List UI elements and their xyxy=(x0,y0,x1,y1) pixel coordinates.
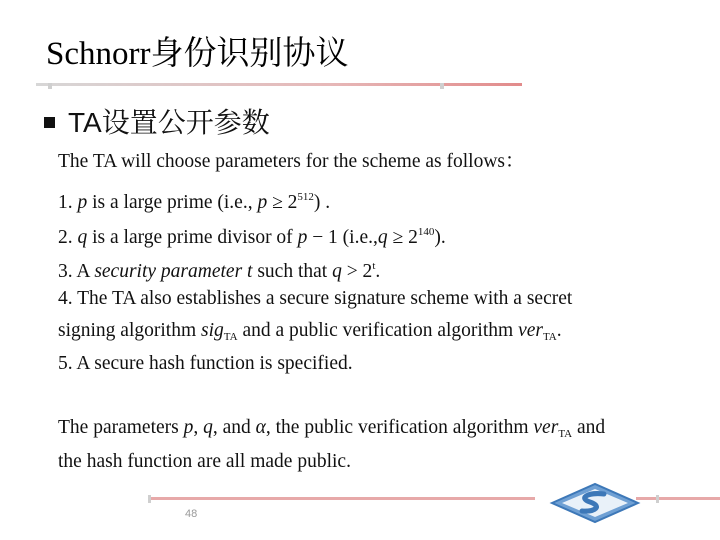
item-1 xyxy=(58,184,330,216)
item-1-end: ) . xyxy=(313,192,331,213)
ver-algorithm: ver xyxy=(518,320,543,341)
university-logo-icon xyxy=(548,478,642,528)
item-2-end: ). xyxy=(434,227,446,248)
var-q: q xyxy=(332,261,342,282)
slide-title: Schnorr身份识别协议 xyxy=(46,36,349,72)
item-1-exponent: 512 xyxy=(297,191,314,203)
item-1-number: 1. xyxy=(58,192,78,213)
security-parameter: security parameter t xyxy=(94,261,253,282)
item-4-mid: and a public verification algorithm xyxy=(237,320,519,341)
item-4-line-2 xyxy=(58,318,562,350)
closing-text: The parameters xyxy=(58,417,184,438)
item-3 xyxy=(58,253,380,285)
var-p: p xyxy=(183,417,194,438)
subscript-ta: TA xyxy=(542,331,557,343)
item-3-end: . xyxy=(375,261,381,282)
item-3-relation: > 2 xyxy=(341,261,373,282)
item-2-geq: ≥ 2 xyxy=(387,227,418,248)
subscript-ta: TA xyxy=(223,331,238,343)
item-2-relation: − 1 (i.e., xyxy=(307,227,378,248)
closing-line-2: the hash function are all made public. xyxy=(58,451,351,472)
closing-mid: , the public verification algorithm xyxy=(265,417,534,438)
sig-algorithm: sig xyxy=(201,320,224,341)
item-4-text: signing algorithm xyxy=(58,320,201,341)
ver-algorithm: ver xyxy=(533,417,559,438)
var-q: q xyxy=(77,227,88,248)
item-3-text: such that xyxy=(252,261,333,282)
title-underline xyxy=(36,83,522,86)
item-1-text: is a large prime (i.e., xyxy=(87,192,258,213)
item-2-number: 2. xyxy=(58,227,78,248)
closing-line-1 xyxy=(58,415,605,447)
var-p: p xyxy=(297,227,308,248)
intro-text: The TA will choose parameters for the scheme as follows： xyxy=(58,151,525,172)
bullet-square xyxy=(44,117,55,128)
item-2-text: is a large prime divisor of xyxy=(87,227,298,248)
subscript-ta: TA xyxy=(558,428,573,440)
item-2 xyxy=(58,219,446,251)
item-3-number: 3. A xyxy=(58,261,95,282)
closing-end: and xyxy=(572,417,606,438)
footer-rule-right xyxy=(636,497,720,500)
footer-rule-left xyxy=(150,497,535,500)
footer-tick xyxy=(656,495,659,503)
conjunction: , and xyxy=(212,417,256,438)
footer-tick xyxy=(148,495,151,503)
item-4-end: . xyxy=(556,320,562,341)
item-1-relation: ≥ 2 xyxy=(267,192,298,213)
item-4-line-1: 4. The TA also establishes a secure signature scheme with a secret xyxy=(58,288,573,309)
item-2-exponent: 140 xyxy=(417,226,435,238)
page-number: 48 xyxy=(185,508,198,520)
item-5: 5. A secure hash function is specified. xyxy=(58,353,353,374)
var-q: q xyxy=(377,227,388,248)
slide-subtitle: TA设置公开参数 xyxy=(68,107,270,138)
var-q: q xyxy=(203,417,213,438)
comma: , xyxy=(193,417,204,438)
rule-tick xyxy=(48,83,52,89)
var-alpha: α xyxy=(255,417,266,438)
var-p: p xyxy=(77,192,88,213)
item-3-exponent: t xyxy=(372,260,376,272)
var-p: p xyxy=(257,192,268,213)
rule-tick xyxy=(440,83,444,89)
